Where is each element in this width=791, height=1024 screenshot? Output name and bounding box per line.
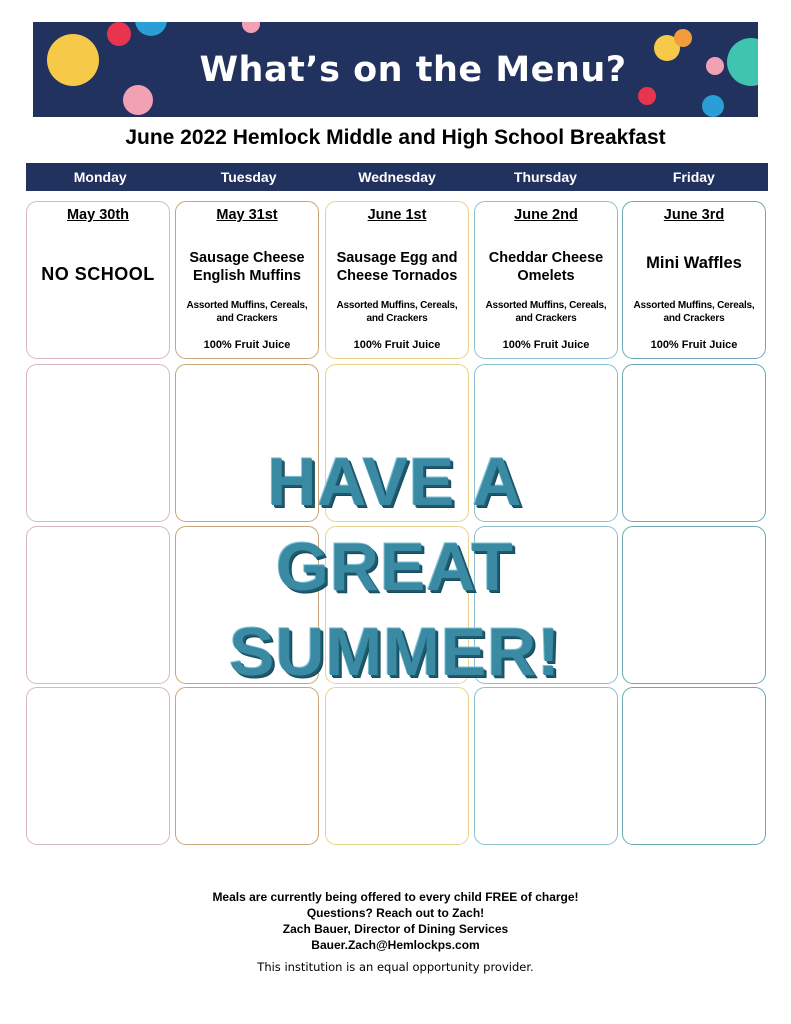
director-email: Bauer.Zach@Hemlockps.com — [311, 938, 480, 952]
empty-day-cell — [175, 687, 319, 845]
sides-label — [623, 299, 765, 325]
entree-line: Sausage Egg and — [336, 250, 458, 266]
empty-day-cell — [622, 526, 766, 684]
questions-line: Questions? Reach out to Zach! — [306, 906, 485, 920]
sides-label — [176, 299, 318, 325]
entree-line: English Muffins — [193, 268, 301, 284]
entree-label — [176, 249, 318, 285]
sides-line: and Crackers — [366, 313, 428, 324]
director-name: Zach Bauer, Director of Dining Services — [282, 922, 509, 936]
sides-line: Assorted Muffins, Cereals, — [186, 300, 308, 311]
date-label: May 31st — [216, 207, 278, 223]
date-label: June 1st — [367, 207, 427, 223]
juice-label: 100% Fruit Juice — [650, 339, 738, 351]
weekday-tuesday: Tuesday — [220, 169, 277, 185]
free-meals-notice: Meals are currently being offered to every child FREE of charge! — [212, 890, 579, 904]
empty-day-cell — [26, 687, 170, 845]
weekday-header — [26, 163, 768, 191]
empty-day-cell — [26, 526, 170, 684]
weekday-friday: Friday — [672, 169, 715, 185]
summer-line: GREAT — [276, 529, 514, 605]
date-label: May 30th — [66, 207, 130, 223]
weekday-wednesday: Wednesday — [358, 169, 436, 185]
entree-line: Sausage Cheese — [189, 250, 305, 266]
weekday-monday: Monday — [73, 169, 127, 185]
entree-line: Cheddar Cheese — [488, 250, 604, 266]
sides-line: Assorted Muffins, Cereals, — [485, 300, 607, 311]
juice-label: 100% Fruit Juice — [203, 339, 291, 351]
entree-line: Mini Waffles — [646, 254, 742, 272]
empty-day-cell — [325, 687, 469, 845]
day-cell-june-1 — [325, 201, 469, 359]
entree-label — [623, 254, 765, 272]
footer-contact — [0, 889, 791, 953]
date-label: June 2nd — [514, 207, 578, 223]
juice-label: 100% Fruit Juice — [502, 339, 590, 351]
day-cell-may-31 — [175, 201, 319, 359]
banner-title: What’s on the Menu? — [199, 49, 627, 90]
sides-line: and Crackers — [216, 313, 278, 324]
entree-line: Cheese Tornados — [336, 268, 458, 284]
no-school-label: NO SCHOOL — [41, 264, 155, 284]
date-label: June 3rd — [663, 207, 725, 223]
empty-day-cell — [474, 687, 618, 845]
sides-line: and Crackers — [663, 313, 725, 324]
empty-day-cell — [622, 364, 766, 522]
empty-day-cell — [622, 687, 766, 845]
entree-label — [475, 249, 617, 285]
summer-line: HAVE A — [267, 444, 523, 520]
day-cell-may-30 — [26, 201, 170, 359]
sides-line: Assorted Muffins, Cereals, — [336, 300, 458, 311]
juice-label: 100% Fruit Juice — [353, 339, 441, 351]
entree-label — [326, 249, 468, 285]
sides-label — [326, 299, 468, 325]
sides-line: and Crackers — [515, 313, 577, 324]
day-cell-june-2 — [474, 201, 618, 359]
empty-day-cell — [26, 364, 170, 522]
sides-line: Assorted Muffins, Cereals, — [633, 300, 755, 311]
page-title: June 2022 Hemlock Middle and High School Breakfast — [125, 126, 666, 149]
equal-opportunity-statement: This institution is an equal opportunity provider. — [257, 960, 534, 974]
weekday-thursday: Thursday — [513, 169, 577, 185]
summer-line: SUMMER! — [229, 614, 561, 690]
entree-line: Omelets — [517, 268, 575, 284]
sides-label — [475, 299, 617, 325]
menu-banner — [33, 22, 758, 117]
have-a-great-summer-message — [180, 440, 610, 695]
day-cell-june-3 — [622, 201, 766, 359]
